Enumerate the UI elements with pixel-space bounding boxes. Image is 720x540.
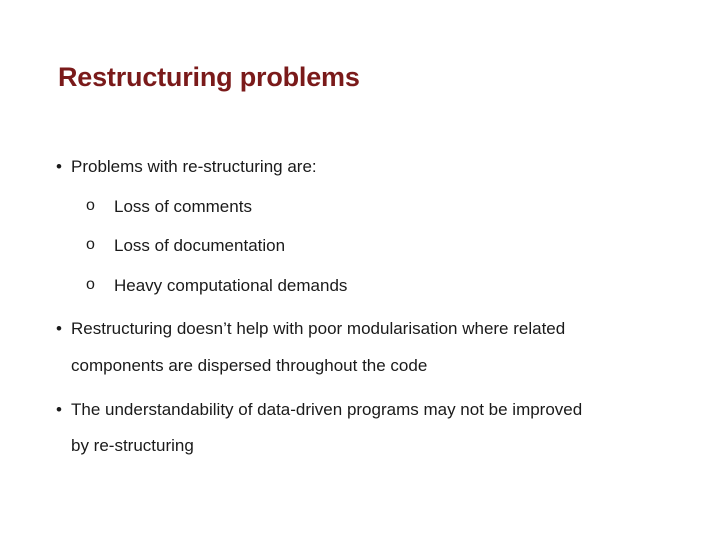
sub-bullet-marker: o <box>86 276 95 293</box>
bullet-text-line-1: The understandability of data-driven programs may not be improved <box>71 400 583 419</box>
bullet-marker: • <box>56 157 62 176</box>
bullet-text-line-1: Restructuring doesn’t help with poor modularisation where related <box>71 319 566 338</box>
bullet-marker: • <box>56 319 62 338</box>
bullet-marker: • <box>56 400 62 419</box>
bullet-text-line-2: by re-structuring <box>71 436 194 455</box>
sub-bullet-marker: o <box>86 197 95 214</box>
slide-title: Restructuring problems <box>58 62 360 92</box>
sub-bullet-text: Loss of documentation <box>114 236 286 255</box>
sub-bullet-marker: o <box>86 236 95 253</box>
sub-bullet-text: Heavy computational demands <box>114 276 348 295</box>
bullet-text-line-2: components are dispersed throughout the code <box>71 356 428 375</box>
sub-bullet-text: Loss of comments <box>114 197 252 216</box>
bullet-text: Problems with re-structuring are: <box>71 157 317 176</box>
